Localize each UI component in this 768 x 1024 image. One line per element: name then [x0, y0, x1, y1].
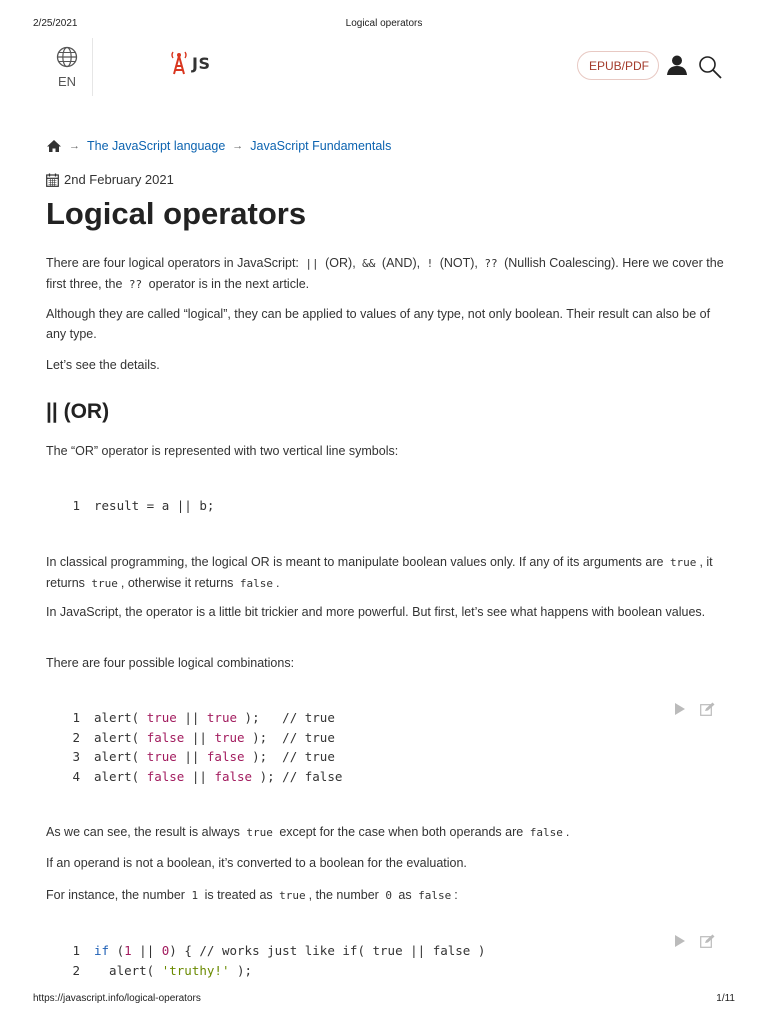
breadcrumb-arrow: →	[232, 140, 244, 152]
section-heading-or: || (OR)	[46, 400, 110, 423]
user-icon[interactable]	[666, 54, 688, 76]
tower-logo-icon	[168, 50, 190, 76]
updated-date	[46, 172, 174, 187]
language-switcher[interactable]	[44, 46, 90, 89]
calendar-icon	[46, 173, 59, 187]
code-line: 4 alert( false || false ); // false	[72, 768, 343, 784]
or-paragraph-6: If an operand is not a boolean, it’s converted to a boolean for the evaluation.	[46, 856, 467, 870]
or-paragraph-5: As we can see, the result is always true except for the case when both operands are false .	[46, 825, 570, 839]
intro-paragraph-2: Although they are called “logical”, they can be applied to values of any type, not only boolean. Their result can also be of any type.	[46, 307, 711, 341]
updated-date-text: 2nd February 2021	[64, 172, 174, 187]
code-line: 2 alert( false || true ); // true	[72, 729, 335, 745]
globe-icon	[56, 46, 78, 68]
language-label: EN	[57, 74, 77, 89]
search-icon[interactable]	[698, 55, 722, 79]
header-divider	[92, 38, 93, 96]
code-line: 1 alert( true || true ); // true	[72, 710, 335, 725]
code-line: 1 result = a || b;	[72, 498, 215, 513]
epub-pdf-button[interactable]: EPUB/PDF	[577, 51, 659, 80]
code-line: 3 alert( true || false ); // true	[72, 749, 335, 764]
page-title: Logical operators	[46, 196, 307, 231]
or-paragraph-7: For instance, the number 1 is treated as true , the number 0 as false :	[46, 888, 458, 902]
logo-text: JS	[192, 53, 211, 73]
or-paragraph-3: In JavaScript, the operator is a little bit trickier and more powerful. But first, let’s see what happens with boolean values.	[46, 605, 706, 619]
code-line: 2 alert( 'truthy!' );	[72, 962, 253, 978]
intro-paragraph-3: Let’s see the details.	[46, 358, 160, 372]
or-paragraph-2: In classical programming, the logical OR is meant to manipulate boolean values only. If any of its arguments are true , it returns true , otherwise it returns false .	[46, 555, 713, 590]
breadcrumb-link-js-fundamentals[interactable]: JavaScript Fundamentals	[250, 139, 392, 153]
code-block-or-syntax	[46, 496, 726, 516]
or-paragraph-1: The “OR” operator is represented with two vertical line symbols:	[46, 444, 399, 458]
print-date: 2/25/2021	[33, 18, 78, 29]
breadcrumb-link-js-language[interactable]: The JavaScript language	[87, 139, 226, 153]
code-block-truthy	[46, 941, 726, 980]
breadcrumb-arrow: →	[69, 140, 80, 152]
print-page-number: 1/11	[716, 993, 735, 1004]
home-icon[interactable]	[46, 139, 62, 153]
print-url: https://javascript.info/logical-operators	[33, 993, 201, 1004]
site-logo[interactable]	[168, 50, 210, 76]
print-title: Logical operators	[345, 18, 423, 29]
intro-paragraph-1: There are four logical operators in JavaScript: || (OR), && (AND), ! (NOT), ?? (Nullish Coalescing). Here we cover the first three, the ?? operator is in the next article.	[46, 256, 724, 291]
or-paragraph-4: There are four possible logical combinations:	[46, 656, 295, 670]
breadcrumb	[46, 139, 391, 153]
code-block-or-combinations	[46, 708, 726, 786]
code-line: 1 if ( 1 || 0 ) { // works just like if( true || false )	[72, 943, 486, 958]
